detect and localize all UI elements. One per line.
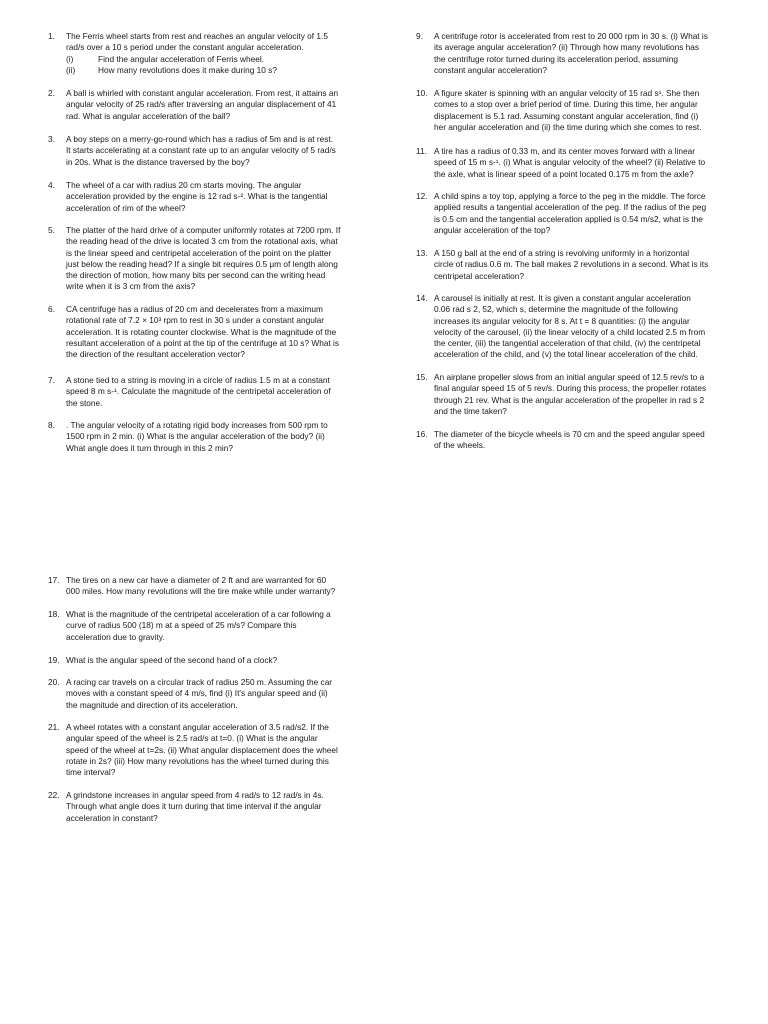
question-6-block [48,304,378,360]
question-number: 12. [416,191,428,201]
question-number: 20. [48,677,60,687]
question-22-block [48,790,378,824]
question-15-block [416,372,741,417]
question-text: A child spins a toy top, applying a force to the peg in the middle. The force applied results a tangential acceleration of the peg. If the radius of the peg is 0.5 cm and the tangential acceleration applied is 0.54 m/s2, what is the angular acceleration of the top? [434,191,707,235]
question-3-block [48,134,378,168]
question-text: . The angular velocity of a rotating rigid body increases from 500 rpm to 1500 rpm in 2 min. (i) What is the angular acceleration of the body? (ii) What angle does it turn through in this 2 min? [66,420,328,453]
question-8-block [48,420,378,454]
question-8 [48,420,378,454]
question-10-block [416,88,741,133]
question-5 [48,225,378,293]
question-text: The diameter of the bicycle wheels is 70 cm and the speed angular speed of the wheels. [434,429,705,451]
question-number: 22. [48,790,60,800]
question-16-block [416,429,741,452]
question-text: A centrifuge rotor is accelerated from rest to 20 000 rpm in 30 s. (i) What is its average angular acceleration? (ii) Through how many revolutions has the centrifuge rotor turned during its acceleration period, assuming constant angular acceleration? [434,31,708,75]
question-21 [48,722,378,778]
question-14-block [416,293,741,361]
question-number: 16. [416,429,428,439]
question-text: A boy steps on a merry-go-round which has a radius of 5m and is at rest. It starts accelerating at a constant rate up to an angular velocity of 5 rad/s in 20s. What is the distance traversed by the boy? [66,134,336,167]
question-number: 15. [416,372,428,382]
question-number: 14. [416,293,428,303]
question-text: A grindstone increases in angular speed from 4 rad/s to 12 rad/s in 4s. Through what angle does it turn during that time interval if the angular acceleration in constant? [66,790,324,823]
question-19 [48,655,378,666]
question-15 [416,372,741,417]
question-number: 2. [48,88,55,98]
question-1 [48,31,378,76]
question-19-block [48,655,378,666]
question-text: A figure skater is spinning with an angular velocity of 15 rad s¹. She then comes to a stop over a brief period of time. During this time, her angular displacement is 5.1 rad. Assuming constant angular acceleration, find (i) her angular acceleration and (ii) the time during which she comes to rest. [434,88,702,132]
question-number: 6. [48,304,55,314]
subpart-label: (i) [66,53,74,64]
question-11 [416,146,741,180]
question-4-block [48,180,378,214]
question-number: 13. [416,248,428,258]
question-17 [48,575,378,598]
question-text: A stone tied to a string is moving in a circle of radius 1.5 m at a constant speed 8 m s-¹. Calculate the magnitude of the centripetal acceleration of the stone. [66,375,331,408]
question-text: A carousel is initially at rest. It is given a constant angular acceleration 0.06 rad s 2, 52, which s, determine the magnitude of the following increases its angular velocity for 8 s. At t = 8 quantities: (i) the angular velocity of the carousel, (ii) the linear velocity of a child located 2.5 m from the center, (iii) the tangential acceleration of that child, (iv) the centripetal acceleration of the child, and (v) the total linear acceleration of the child. [434,293,706,360]
question-14 [416,293,741,361]
question-4 [48,180,378,214]
question-text: The tires on a new car have a diameter of 2 ft and are warranted for 60 000 miles. How many revolutions will the tire make while under warranty? [66,575,336,597]
question-number: 3. [48,134,55,144]
question-18-block [48,609,378,643]
question-20-block [48,677,378,711]
question-text: An airplane propeller slows from an initial angular speed of 12.5 rev/s to a final angular speed 15 of 5 rev/s. During this process, the propeller rotates through 21 rev. What is the angular acceleration of the propeller in rad s 2 and the time taken? [434,372,707,416]
question-number: 8. [48,420,55,430]
question-text: What is the magnitude of the centripetal acceleration of a car following a curve of radius 500 (18) m at a speed of 25 m/s? Compare this acceleration due to gravity. [66,609,331,642]
question-number: 17. [48,575,60,585]
question-7-block [48,375,378,409]
question-number: 10. [416,88,428,98]
question-number: 1. [48,31,55,41]
question-text: A wheel rotates with a constant angular acceleration of 3.5 rad/s2. If the angular speed of the wheel is 2.5 rad/s at t=0. (i) What is the angular speed of the wheel at t=2s. (ii) What angular displacement does the wheel rotate in 2s? (iii) How many revolutions has the wheel turned during this time interval? [66,722,338,778]
question-text: A racing car travels on a circular track of radius 250 m. Assuming the car moves with a constant speed of 4 m/s, find (i) It's angular speed and (ii) the magnitude and direction of its acceleration. [66,677,333,710]
question-21-block [48,722,378,778]
question-10 [416,88,741,133]
subpart [66,65,378,76]
subpart [66,54,378,65]
question-text: CA centrifuge has a radius of 20 cm and decelerates from a maximum rotational rate of 7.2 × 10³ rpm to rest in 30 s under a constant angular acceleration. It is rotating counter clockwise. What is the magnitude of the resultant acceleration of a point at the tip of the centrifuge at 10 s? What is the direction of the resultant acceleration vector? [66,304,340,360]
question-12 [416,191,741,236]
question-number: 18. [48,609,60,619]
question-text: The Ferris wheel starts from rest and reaches an angular velocity of 1.5 rad/s over a 10 s period under the constant angular acceleration. [66,31,328,53]
question-20 [48,677,378,711]
subpart-text: How many revolutions does it make during 10 s? [98,64,277,75]
question-text: What is the angular speed of the second hand of a clock? [66,655,278,665]
question-3 [48,134,378,168]
question-12-block [416,191,741,236]
question-22 [48,790,378,824]
question-number: 19. [48,655,60,665]
question-5-block [48,225,378,293]
question-number: 11. [416,146,427,156]
question-text: The wheel of a car with radius 20 cm starts moving. The angular acceleration provided by the engine is 12 rad s-². What is the tangential acceleration of rim of the wheel? [66,180,328,213]
question-13 [416,248,741,282]
question-number: 9. [416,31,423,41]
question-text: A ball is whirled with constant angular acceleration. From rest, it attains an angular velocity of 25 rad/s after traversing an angular displacement of 41 rad. What is angular acceleration of the ball? [66,88,339,121]
question-6 [48,304,378,360]
question-17-block [48,575,378,598]
question-7 [48,375,378,409]
question-number: 4. [48,180,55,190]
question-text: A tire has a radius of 0.33 m, and its center moves forward with a linear speed of 15 m s-¹. (i) What is angular velocity of the wheel? (ii) Relative to the axle, what is linear speed of a point located 0.175 m from the axle? [434,146,706,179]
question-number: 5. [48,225,55,235]
question-18 [48,609,378,643]
question-text: A 150 g ball at the end of a string is revolving uniformly in a horizontal circle of radius 0.6 m. The ball makes 2 revolutions in a second. What is its centripetal acceleration? [434,248,709,281]
question-number: 21. [48,722,60,732]
subpart-label: (ii) [66,64,76,75]
question-13-block [416,248,741,282]
question-text: The platter of the hard drive of a computer uniformly rotates at 7200 rpm. If the reading head of the drive is located 3 cm from the rotational axis, what is the linear speed and centripetal acceleration of the point on the platter just below the reading head? If a single bit requires 0.5 μm of length along the direction of motion, how many bits per second can the writing head write when it is 3 cm from the axis? [66,225,341,292]
question-number: 7. [48,375,55,385]
question-2-block [48,88,378,122]
subpart-text: Find the angular acceleration of Ferris wheel. [98,53,265,64]
question-2 [48,88,378,122]
question-11-block [416,146,741,180]
left-column-top [48,31,378,76]
question-9 [416,31,741,76]
question-9-block [416,31,741,76]
question-16 [416,429,741,452]
